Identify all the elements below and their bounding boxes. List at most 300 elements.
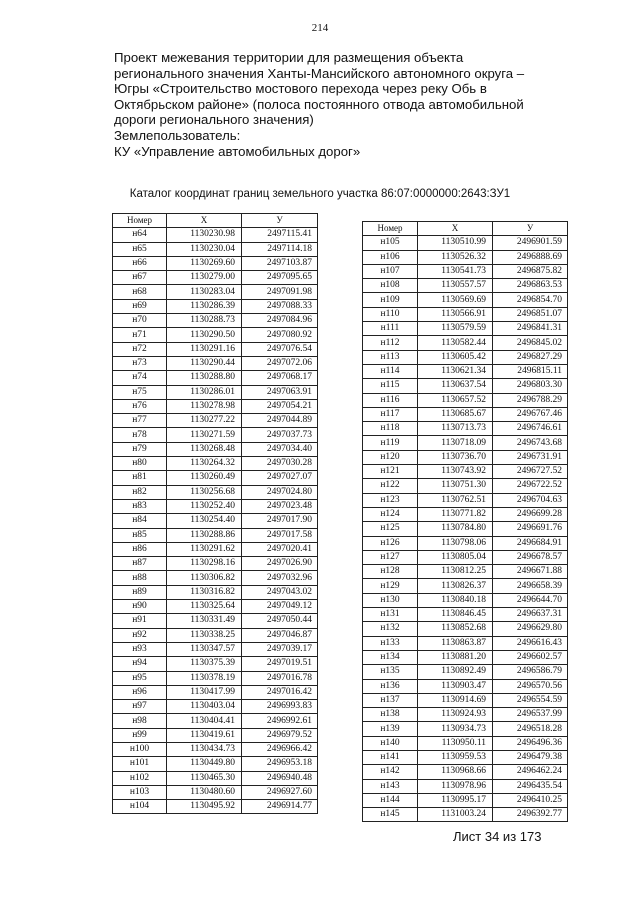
cell-x: 1130277.22 (167, 414, 242, 428)
cell-x: 1130805.04 (418, 550, 493, 564)
cell-point-number: н66 (113, 256, 167, 270)
table-row (363, 722, 568, 736)
cell-y: 2497088.33 (242, 299, 318, 313)
column-header-number: Номер (363, 222, 418, 236)
cell-y: 2496993.83 (242, 700, 318, 714)
cell-point-number: н73 (113, 356, 167, 370)
cell-point-number: н129 (363, 579, 418, 593)
cell-point-number: н109 (363, 293, 418, 307)
cell-point-number: н77 (113, 414, 167, 428)
cell-point-number: н95 (113, 671, 167, 685)
cell-y: 2496992.61 (242, 714, 318, 728)
cell-point-number: н84 (113, 514, 167, 528)
cell-x: 1130278.98 (167, 399, 242, 413)
column-header-x: X (167, 214, 242, 228)
cell-point-number: н121 (363, 465, 418, 479)
cell-x: 1130449.80 (167, 757, 242, 771)
cell-x: 1130713.73 (418, 422, 493, 436)
sheet-footer: Лист 34 из 173 (453, 829, 542, 844)
cell-point-number: н114 (363, 364, 418, 378)
cell-x: 1130306.82 (167, 571, 242, 585)
cell-y: 2496616.43 (493, 636, 568, 650)
cell-x: 1130338.25 (167, 628, 242, 642)
cell-y: 2496827.29 (493, 350, 568, 364)
heading-line: КУ «Управление автомобильных дорог» (114, 143, 361, 159)
cell-y: 2496691.76 (493, 522, 568, 536)
table-row (363, 364, 568, 378)
cell-x: 1130271.59 (167, 428, 242, 442)
column-header-x: X (418, 222, 493, 236)
table-row (363, 679, 568, 693)
cell-x: 1130852.68 (418, 622, 493, 636)
cell-x: 1130657.52 (418, 393, 493, 407)
cell-y: 2497019.51 (242, 657, 318, 671)
cell-y: 2497115.41 (242, 228, 318, 242)
table-row (113, 728, 318, 742)
cell-y: 2497044.89 (242, 414, 318, 428)
cell-point-number: н82 (113, 485, 167, 499)
heading-line: Проект межевания территории для размещения объекта (114, 50, 464, 65)
table-row (113, 571, 318, 585)
cell-y: 2496410.25 (493, 793, 568, 807)
cell-y: 2496845.02 (493, 336, 568, 350)
cell-x: 1130291.62 (167, 542, 242, 556)
cell-x: 1130736.70 (418, 450, 493, 464)
cell-point-number: н119 (363, 436, 418, 450)
cell-x: 1130978.96 (418, 779, 493, 793)
cell-y: 2496671.88 (493, 565, 568, 579)
cell-y: 2496586.79 (493, 665, 568, 679)
cell-point-number: н86 (113, 542, 167, 556)
cell-y: 2497043.02 (242, 585, 318, 599)
cell-x: 1130995.17 (418, 793, 493, 807)
table-row (113, 685, 318, 699)
table-row (113, 299, 318, 313)
cell-point-number: н113 (363, 350, 418, 364)
cell-y: 2496841.31 (493, 322, 568, 336)
cell-x: 1130685.67 (418, 407, 493, 421)
coordinates-table-right (362, 221, 568, 822)
cell-point-number: н107 (363, 264, 418, 278)
table-row (113, 600, 318, 614)
cell-y: 2496966.42 (242, 742, 318, 756)
column-header-number: Номер (113, 214, 167, 228)
table-row (113, 342, 318, 356)
table-row (113, 485, 318, 499)
cell-point-number: н80 (113, 457, 167, 471)
cell-y: 2496496.36 (493, 736, 568, 750)
cell-point-number: н67 (113, 271, 167, 285)
cell-y: 2497023.48 (242, 499, 318, 513)
table-row (113, 785, 318, 799)
table-row (113, 471, 318, 485)
cell-point-number: н79 (113, 442, 167, 456)
cell-y: 2496644.70 (493, 593, 568, 607)
cell-y: 2496392.77 (493, 808, 568, 822)
table-row (113, 557, 318, 571)
table-row (113, 771, 318, 785)
cell-point-number: н68 (113, 285, 167, 299)
cell-y: 2496888.69 (493, 250, 568, 264)
cell-point-number: н111 (363, 322, 418, 336)
table-row (113, 585, 318, 599)
cell-x: 1130286.39 (167, 299, 242, 313)
table-row (363, 293, 568, 307)
cell-point-number: н64 (113, 228, 167, 242)
cell-x: 1130798.06 (418, 536, 493, 550)
cell-x: 1130621.34 (418, 364, 493, 378)
cell-y: 2497049.12 (242, 600, 318, 614)
cell-y: 2496629.80 (493, 622, 568, 636)
cell-y: 2497046.87 (242, 628, 318, 642)
cell-x: 1130863.87 (418, 636, 493, 650)
cell-point-number: н72 (113, 342, 167, 356)
cell-point-number: н137 (363, 693, 418, 707)
cell-point-number: н136 (363, 679, 418, 693)
cell-x: 1130968.66 (418, 765, 493, 779)
cell-x: 1130718.09 (418, 436, 493, 450)
cell-point-number: н102 (113, 771, 167, 785)
heading-line: регионального значения Ханты-Мансийского автономного округа – (114, 65, 525, 81)
cell-x: 1130279.00 (167, 271, 242, 285)
cell-x: 1130419.61 (167, 728, 242, 742)
cell-point-number: н117 (363, 407, 418, 421)
cell-point-number: н81 (113, 471, 167, 485)
cell-x: 1130269.60 (167, 256, 242, 270)
table-row (113, 714, 318, 728)
table-row (113, 414, 318, 428)
table-row (363, 522, 568, 536)
cell-y: 2497091.98 (242, 285, 318, 299)
table-row (363, 322, 568, 336)
cell-x: 1130881.20 (418, 650, 493, 664)
table-row (363, 750, 568, 764)
cell-x: 1130557.57 (418, 279, 493, 293)
cell-point-number: н138 (363, 708, 418, 722)
cell-point-number: н74 (113, 371, 167, 385)
cell-point-number: н89 (113, 585, 167, 599)
cell-y: 2496731.91 (493, 450, 568, 464)
cell-x: 1130260.49 (167, 471, 242, 485)
table-row (113, 399, 318, 413)
table-row (363, 665, 568, 679)
cell-y: 2497095.65 (242, 271, 318, 285)
table-row (113, 642, 318, 656)
cell-y: 2496815.11 (493, 364, 568, 378)
cell-x: 1130934.73 (418, 722, 493, 736)
cell-x: 1130288.80 (167, 371, 242, 385)
cell-x: 1130924.93 (418, 708, 493, 722)
cell-y: 2497027.07 (242, 471, 318, 485)
cell-y: 2497037.73 (242, 428, 318, 442)
heading-line: дороги регионального значения) (114, 112, 314, 128)
cell-x: 1130637.54 (418, 379, 493, 393)
document-heading (114, 50, 554, 159)
cell-x: 1130480.60 (167, 785, 242, 799)
cell-x: 1130784.80 (418, 522, 493, 536)
coordinates-table-left (112, 213, 318, 814)
column-header-y: У (493, 222, 568, 236)
table-row (113, 499, 318, 513)
cell-x: 1130298.16 (167, 557, 242, 571)
cell-x: 1130288.86 (167, 528, 242, 542)
cell-point-number: н92 (113, 628, 167, 642)
table-row (113, 442, 318, 456)
cell-y: 2497114.18 (242, 242, 318, 256)
table-row (363, 493, 568, 507)
cell-y: 2496658.39 (493, 579, 568, 593)
cell-x: 1130510.99 (418, 236, 493, 250)
cell-y: 2497039.17 (242, 642, 318, 656)
cell-y: 2497026.90 (242, 557, 318, 571)
cell-x: 1130762.51 (418, 493, 493, 507)
cell-y: 2496863.53 (493, 279, 568, 293)
cell-point-number: н145 (363, 808, 418, 822)
table-row (113, 657, 318, 671)
cell-y: 2497017.58 (242, 528, 318, 542)
table-row (113, 314, 318, 328)
cell-point-number: н143 (363, 779, 418, 793)
cell-point-number: н139 (363, 722, 418, 736)
heading-line: Землепользователь: (114, 127, 241, 143)
table-row (363, 379, 568, 393)
cell-x: 1130566.91 (418, 307, 493, 321)
cell-x: 1130325.64 (167, 600, 242, 614)
cell-y: 2497068.17 (242, 371, 318, 385)
cell-point-number: н96 (113, 685, 167, 699)
cell-x: 1130286.01 (167, 385, 242, 399)
cell-x: 1130290.50 (167, 328, 242, 342)
cell-x: 1130264.32 (167, 457, 242, 471)
table-row (363, 479, 568, 493)
cell-point-number: н101 (113, 757, 167, 771)
cell-y: 2496767.46 (493, 407, 568, 421)
cell-x: 1130959.53 (418, 750, 493, 764)
cell-point-number: н140 (363, 736, 418, 750)
cell-point-number: н135 (363, 665, 418, 679)
cell-x: 1130288.73 (167, 314, 242, 328)
cell-x: 1130840.18 (418, 593, 493, 607)
cell-x: 1130283.04 (167, 285, 242, 299)
cell-point-number: н104 (113, 800, 167, 814)
cell-y: 2496684.91 (493, 536, 568, 550)
cell-point-number: н85 (113, 528, 167, 542)
table-row (363, 393, 568, 407)
cell-x: 1130331.49 (167, 614, 242, 628)
cell-x: 1130771.82 (418, 507, 493, 521)
table-row (113, 356, 318, 370)
cell-y: 2497020.41 (242, 542, 318, 556)
cell-point-number: н76 (113, 399, 167, 413)
cell-x: 1130268.48 (167, 442, 242, 456)
cell-x: 1130404.41 (167, 714, 242, 728)
table-row (113, 371, 318, 385)
table-row (113, 800, 318, 814)
table-row (363, 264, 568, 278)
cell-y: 2497054.21 (242, 399, 318, 413)
cell-y: 2497063.91 (242, 385, 318, 399)
cell-y: 2497103.87 (242, 256, 318, 270)
table-row (113, 542, 318, 556)
cell-x: 1130569.69 (418, 293, 493, 307)
table-row (363, 593, 568, 607)
cell-point-number: н131 (363, 608, 418, 622)
cell-y: 2496940.48 (242, 771, 318, 785)
cell-y: 2496927.60 (242, 785, 318, 799)
table-row (363, 708, 568, 722)
cell-x: 1130903.47 (418, 679, 493, 693)
cell-point-number: н123 (363, 493, 418, 507)
table-row (363, 793, 568, 807)
cell-point-number: н126 (363, 536, 418, 550)
cell-y: 2496678.57 (493, 550, 568, 564)
cell-x: 1130579.59 (418, 322, 493, 336)
cell-point-number: н75 (113, 385, 167, 399)
cell-x: 1130950.11 (418, 736, 493, 750)
cell-x: 1130290.44 (167, 356, 242, 370)
cell-y: 2497034.40 (242, 442, 318, 456)
cell-point-number: н142 (363, 765, 418, 779)
cell-x: 1130826.37 (418, 579, 493, 593)
cell-x: 1130751.30 (418, 479, 493, 493)
cell-point-number: н88 (113, 571, 167, 585)
cell-x: 1131003.24 (418, 808, 493, 822)
cell-x: 1130403.04 (167, 700, 242, 714)
cell-y: 2496851.07 (493, 307, 568, 321)
cell-point-number: н69 (113, 299, 167, 313)
cell-x: 1130254.40 (167, 514, 242, 528)
table-row (363, 808, 568, 822)
table-row (113, 256, 318, 270)
table-row (363, 450, 568, 464)
table-row (363, 779, 568, 793)
table-row (363, 307, 568, 321)
cell-x: 1130812.25 (418, 565, 493, 579)
cell-point-number: н130 (363, 593, 418, 607)
cell-point-number: н65 (113, 242, 167, 256)
table-header-row (113, 214, 318, 228)
table-row (113, 271, 318, 285)
cell-point-number: н112 (363, 336, 418, 350)
table-row (113, 385, 318, 399)
cell-point-number: н124 (363, 507, 418, 521)
cell-point-number: н118 (363, 422, 418, 436)
table-row (113, 671, 318, 685)
table-row (113, 457, 318, 471)
cell-point-number: н110 (363, 307, 418, 321)
cell-point-number: н100 (113, 742, 167, 756)
cell-y: 2497084.96 (242, 314, 318, 328)
table-row (363, 507, 568, 521)
cell-y: 2496537.99 (493, 708, 568, 722)
table-row (363, 407, 568, 421)
cell-y: 2496788.29 (493, 393, 568, 407)
cell-point-number: н105 (363, 236, 418, 250)
cell-y: 2497016.78 (242, 671, 318, 685)
cell-y: 2496479.38 (493, 750, 568, 764)
cell-y: 2496704.63 (493, 493, 568, 507)
table-row (113, 514, 318, 528)
cell-x: 1130526.32 (418, 250, 493, 264)
heading-line: Октябрьском районе» (полоса постоянного отвода автомобильной (114, 96, 524, 112)
cell-x: 1130892.49 (418, 665, 493, 679)
cell-y: 2497024.80 (242, 485, 318, 499)
cell-point-number: н144 (363, 793, 418, 807)
cell-point-number: н83 (113, 499, 167, 513)
cell-point-number: н99 (113, 728, 167, 742)
table-row (363, 650, 568, 664)
cell-point-number: н90 (113, 600, 167, 614)
cell-point-number: н78 (113, 428, 167, 442)
column-header-y: У (242, 214, 318, 228)
cell-y: 2496727.52 (493, 465, 568, 479)
cell-x: 1130316.82 (167, 585, 242, 599)
cell-y: 2496901.59 (493, 236, 568, 250)
table-row (113, 628, 318, 642)
cell-x: 1130252.40 (167, 499, 242, 513)
cell-y: 2497032.96 (242, 571, 318, 585)
table-row (363, 550, 568, 564)
cell-point-number: н103 (113, 785, 167, 799)
cell-y: 2496462.24 (493, 765, 568, 779)
cell-point-number: н116 (363, 393, 418, 407)
cell-point-number: н98 (113, 714, 167, 728)
cell-x: 1130541.73 (418, 264, 493, 278)
cell-y: 2496722.52 (493, 479, 568, 493)
cell-x: 1130495.92 (167, 800, 242, 814)
cell-point-number: н93 (113, 642, 167, 656)
cell-y: 2497017.90 (242, 514, 318, 528)
heading-line: Югры «Строительство мостового перехода через реку Обь в (114, 81, 487, 97)
cell-y: 2497050.44 (242, 614, 318, 628)
cell-point-number: н87 (113, 557, 167, 571)
cell-point-number: н134 (363, 650, 418, 664)
table-row (113, 757, 318, 771)
table-row (113, 700, 318, 714)
table-row (363, 279, 568, 293)
cell-x: 1130417.99 (167, 685, 242, 699)
cell-point-number: н120 (363, 450, 418, 464)
table-row (363, 736, 568, 750)
table-row (363, 608, 568, 622)
cell-y: 2496875.82 (493, 264, 568, 278)
table-row (363, 693, 568, 707)
table-row (363, 536, 568, 550)
cell-y: 2496746.61 (493, 422, 568, 436)
cell-y: 2496803.30 (493, 379, 568, 393)
table-row (363, 350, 568, 364)
cell-y: 2497030.28 (242, 457, 318, 471)
table-row (113, 228, 318, 242)
cell-y: 2496953.18 (242, 757, 318, 771)
cell-x: 1130256.68 (167, 485, 242, 499)
cell-x: 1130347.57 (167, 642, 242, 656)
cell-point-number: н71 (113, 328, 167, 342)
table-row (113, 614, 318, 628)
cell-y: 2496518.28 (493, 722, 568, 736)
cell-x: 1130291.16 (167, 342, 242, 356)
cell-x: 1130582.44 (418, 336, 493, 350)
table-row (113, 742, 318, 756)
cell-x: 1130743.92 (418, 465, 493, 479)
cell-point-number: н122 (363, 479, 418, 493)
cell-y: 2497076.54 (242, 342, 318, 356)
cell-point-number: н125 (363, 522, 418, 536)
cell-x: 1130375.39 (167, 657, 242, 671)
cell-y: 2496602.57 (493, 650, 568, 664)
cell-y: 2497072.06 (242, 356, 318, 370)
cell-x: 1130378.19 (167, 671, 242, 685)
